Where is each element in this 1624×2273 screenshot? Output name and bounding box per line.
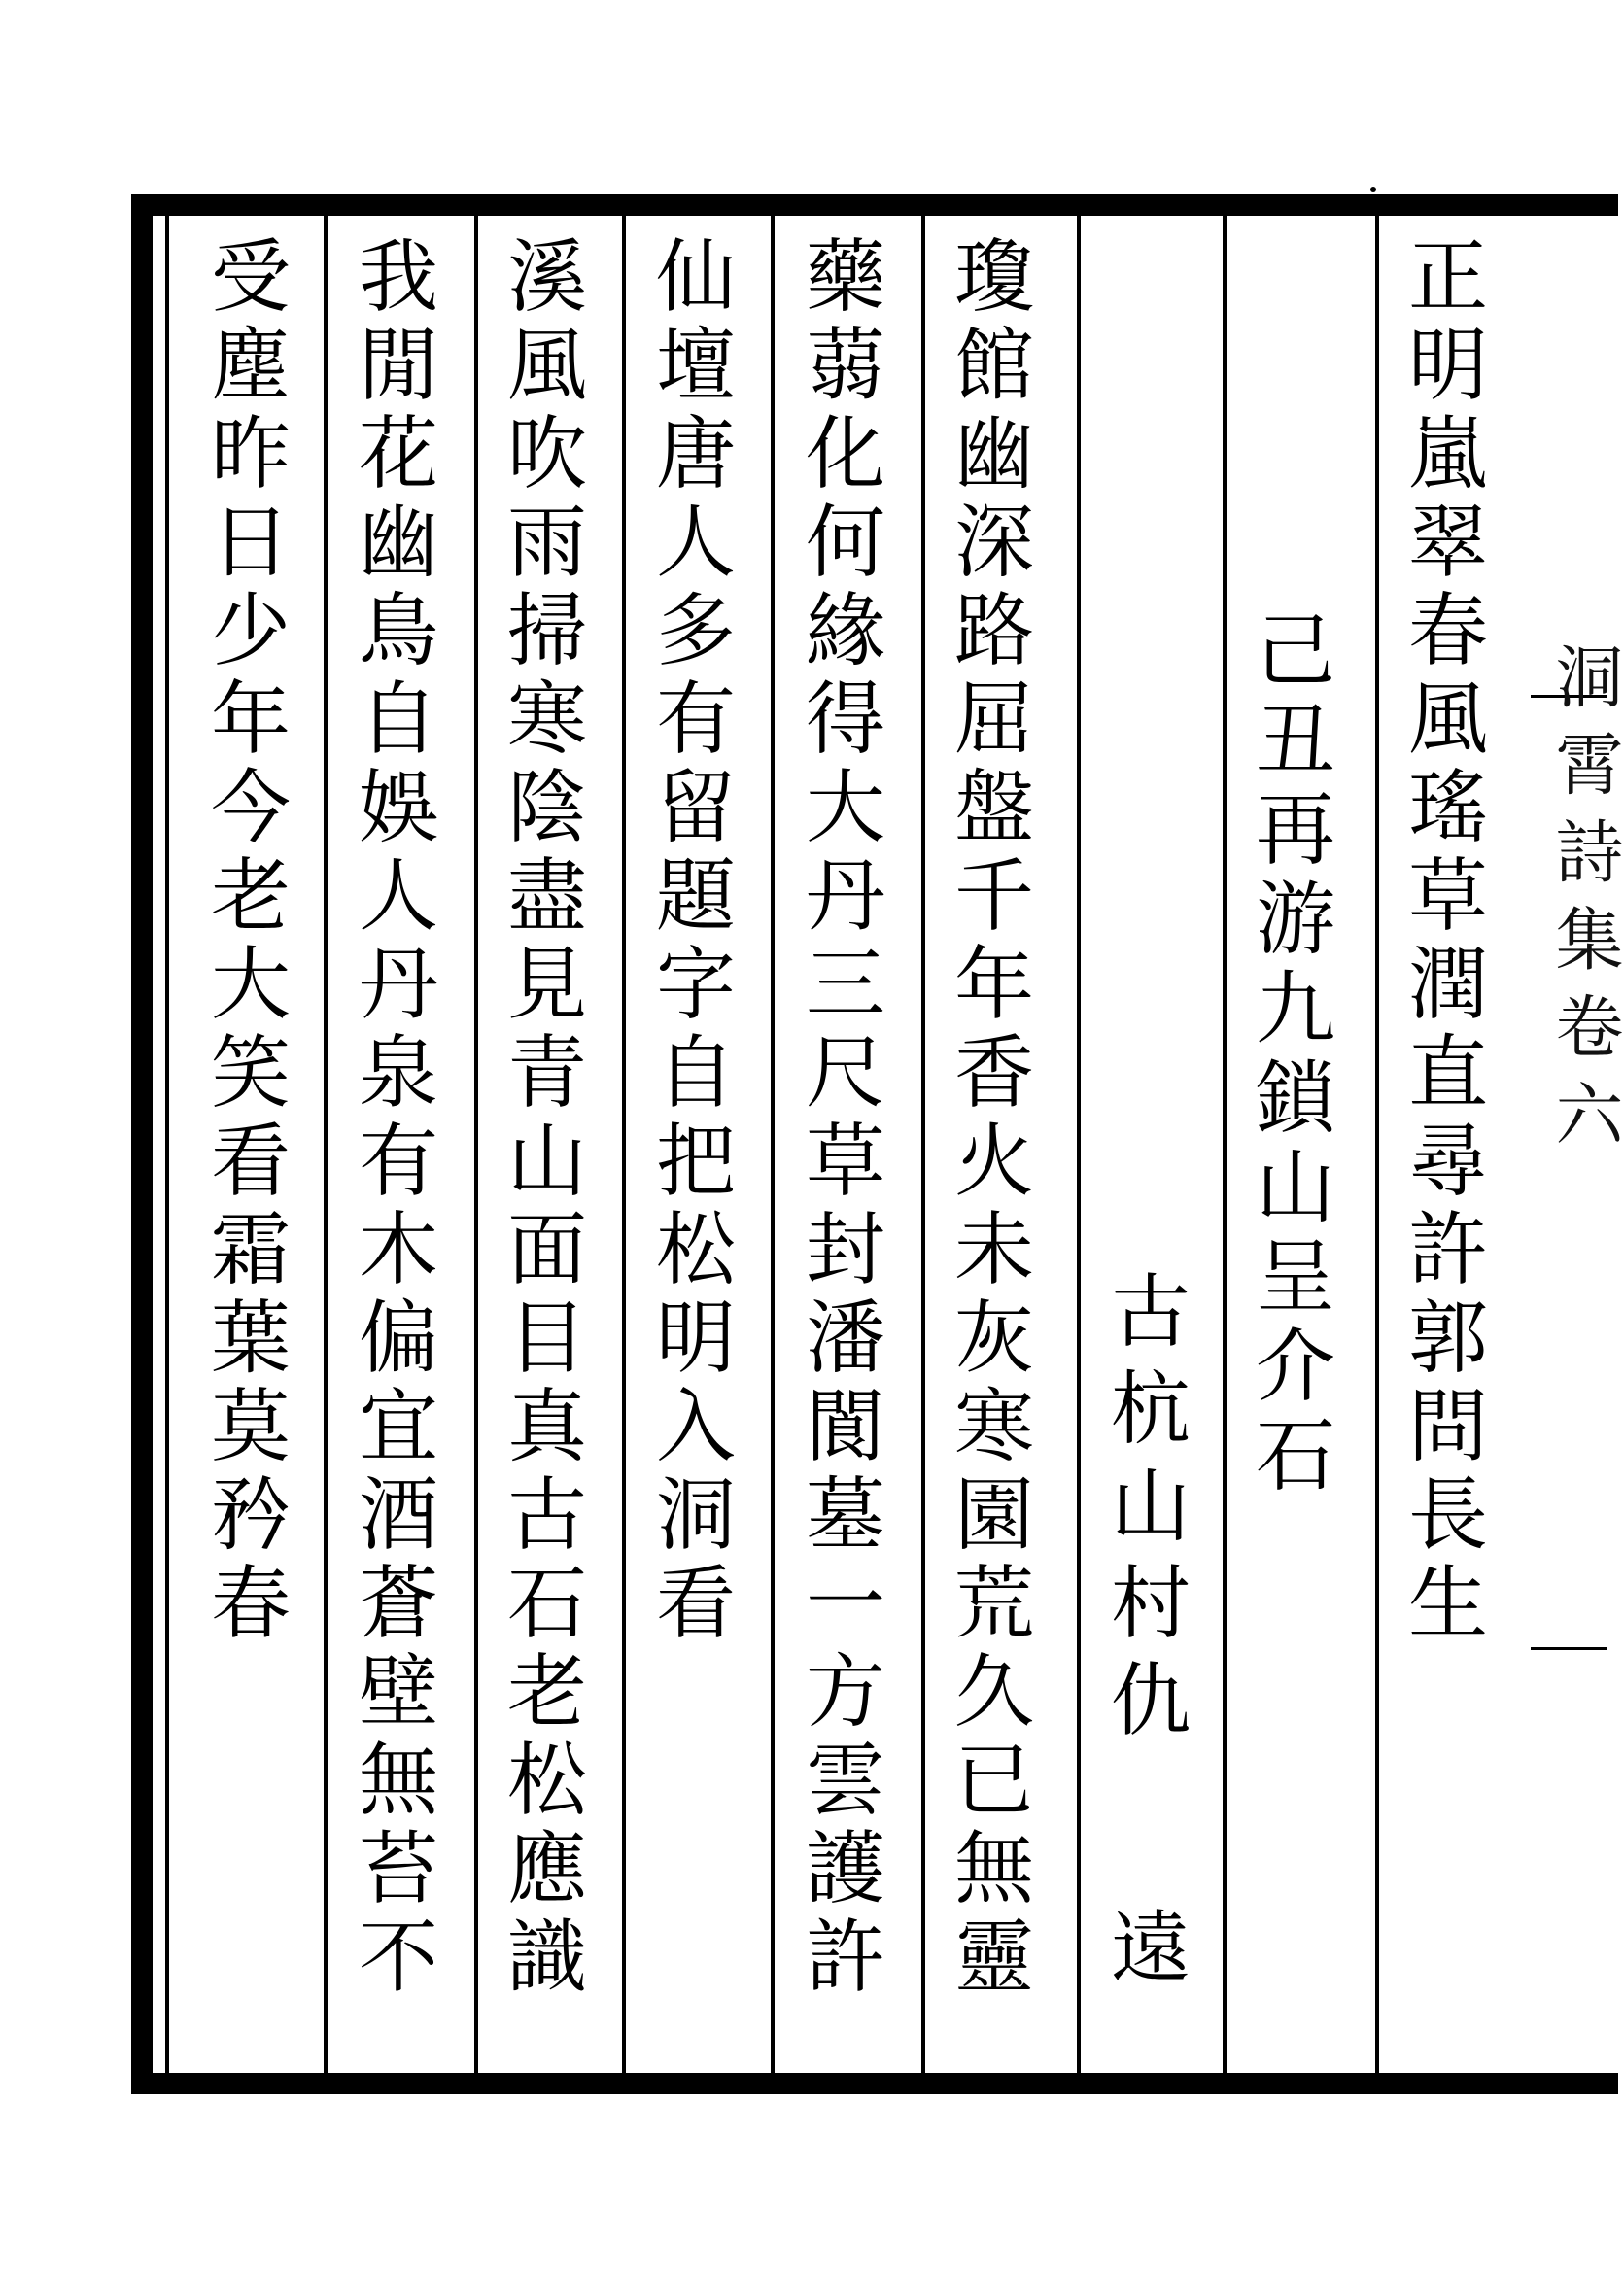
glyph: 把 — [655, 1116, 736, 1208]
glyph: 草 — [1407, 850, 1488, 943]
poem-line — [936, 231, 1053, 2007]
glyph: 幽 — [953, 408, 1034, 500]
glyph: 葉 — [210, 1292, 291, 1385]
glyph: 掃 — [506, 585, 587, 677]
glyph: 一 — [805, 1558, 885, 1650]
ink-speck — [1370, 187, 1376, 192]
glyph: 偏 — [358, 1292, 438, 1385]
poem-author — [1092, 1266, 1209, 2007]
glyph: 洞 — [655, 1469, 736, 1562]
glyph: 多 — [655, 585, 736, 677]
glyph: 木 — [358, 1204, 438, 1296]
glyph: 山 — [1110, 1461, 1191, 1553]
glyph: 潤 — [1407, 939, 1488, 1031]
glyph: 古 — [506, 1469, 587, 1562]
glyph: 幽 — [358, 497, 438, 589]
glyph: 生 — [1407, 1558, 1488, 1650]
glyph: 大 — [805, 762, 885, 854]
glyph: 題 — [655, 850, 736, 943]
glyph: 何 — [805, 497, 885, 589]
glyph: 山 — [506, 1116, 587, 1208]
glyph: 深 — [953, 497, 1034, 589]
glyph: 火 — [953, 1116, 1034, 1208]
glyph: 矜 — [210, 1469, 291, 1562]
glyph: 三 — [805, 939, 885, 1031]
glyph: 莫 — [210, 1381, 291, 1473]
glyph: 呈 — [1255, 1231, 1335, 1324]
glyph: 風 — [506, 320, 587, 412]
glyph: 遠 — [1110, 1903, 1191, 1995]
glyph: 人 — [655, 497, 736, 589]
glyph: 千 — [953, 850, 1034, 943]
glyph: 許 — [1407, 1204, 1488, 1296]
fold-label: 洞霄詩集卷六 — [1544, 641, 1624, 1166]
glyph: 留 — [655, 762, 736, 854]
glyph: 藥 — [805, 231, 885, 324]
ink-speck — [554, 206, 560, 212]
glyph: 盡 — [506, 850, 587, 943]
glyph: 靈 — [953, 1911, 1034, 2004]
poem-title — [1237, 605, 1354, 1506]
glyph: 游 — [1255, 874, 1335, 966]
glyph: 有 — [358, 1116, 438, 1208]
glyph: 老 — [506, 1646, 587, 1739]
glyph: 長 — [1407, 1469, 1488, 1562]
glyph: 無 — [953, 1823, 1034, 1915]
poem-line — [340, 231, 457, 2007]
glyph: 墓 — [805, 1469, 885, 1562]
fold-edge — [1531, 603, 1624, 1681]
glyph: 應 — [506, 1823, 587, 1915]
glyph: 不 — [358, 1911, 438, 2004]
glyph: 寒 — [506, 673, 587, 766]
column-rule — [1223, 216, 1227, 2073]
glyph: 瓊 — [953, 231, 1034, 324]
glyph: 路 — [953, 585, 1034, 677]
glyph: 唐 — [655, 408, 736, 500]
glyph: 自 — [358, 673, 438, 766]
poem-line-1 — [1390, 231, 1506, 1653]
poem-line — [638, 231, 754, 1653]
glyph: 直 — [1407, 1027, 1488, 1119]
glyph: 九 — [1255, 963, 1335, 1055]
glyph: 得 — [805, 673, 885, 766]
glyph: 尺 — [805, 1027, 885, 1119]
glyph: 苔 — [358, 1823, 438, 1915]
glyph: 潘 — [805, 1292, 885, 1385]
glyph: 尋 — [1407, 1116, 1488, 1208]
glyph: 風 — [1407, 673, 1488, 766]
glyph: 我 — [358, 231, 438, 324]
glyph: 人 — [358, 850, 438, 943]
frame-inner-rule — [165, 216, 169, 2073]
glyph: 日 — [210, 497, 291, 589]
poem-line — [192, 231, 309, 1653]
glyph: 年 — [210, 673, 291, 766]
glyph: 見 — [506, 939, 587, 1031]
glyph: 許 — [805, 1911, 885, 2004]
glyph: 面 — [506, 1204, 587, 1296]
glyph: 已 — [953, 1735, 1034, 1827]
glyph: 正 — [1407, 231, 1488, 324]
glyph: 識 — [506, 1911, 587, 2004]
glyph: 老 — [210, 850, 291, 943]
glyph: 酒 — [358, 1469, 438, 1562]
glyph: 閬 — [805, 1381, 885, 1473]
glyph: 真 — [506, 1381, 587, 1473]
glyph: 明 — [655, 1292, 736, 1385]
glyph: 翠 — [1407, 497, 1488, 589]
glyph: 花 — [358, 408, 438, 500]
glyph: 蒻 — [805, 320, 885, 412]
glyph: 石 — [1255, 1410, 1335, 1502]
glyph: 館 — [953, 320, 1034, 412]
glyph: 仇 — [1110, 1655, 1191, 1747]
column-rule — [622, 216, 626, 2073]
glyph: 丹 — [358, 939, 438, 1031]
glyph: 古 — [1110, 1266, 1191, 1359]
glyph: 方 — [805, 1646, 885, 1739]
glyph: 杭 — [1110, 1363, 1191, 1456]
glyph: 泉 — [358, 1027, 438, 1119]
glyph: 未 — [953, 1204, 1034, 1296]
glyph: 石 — [506, 1558, 587, 1650]
glyph: 看 — [210, 1116, 291, 1208]
glyph: 護 — [805, 1823, 885, 1915]
glyph: 看 — [655, 1558, 736, 1650]
glyph: 園 — [953, 1469, 1034, 1562]
glyph: 介 — [1255, 1321, 1335, 1413]
glyph: 化 — [805, 408, 885, 500]
glyph: 自 — [655, 1027, 736, 1119]
glyph: 封 — [805, 1204, 885, 1296]
glyph: 草 — [805, 1116, 885, 1208]
column-rule — [1077, 216, 1081, 2073]
column-rule — [771, 216, 775, 2073]
glyph: 蒼 — [358, 1558, 438, 1650]
glyph: 荒 — [953, 1558, 1034, 1650]
glyph: 娛 — [358, 762, 438, 854]
column-rule — [1375, 216, 1379, 2073]
column-rule — [324, 216, 328, 2073]
glyph: 壇 — [655, 320, 736, 412]
glyph: 屈 — [953, 673, 1034, 766]
glyph: 宜 — [358, 1381, 438, 1473]
glyph: 陰 — [506, 762, 587, 854]
glyph: 寒 — [953, 1381, 1034, 1473]
glyph: 笑 — [210, 1027, 291, 1119]
glyph: 再 — [1255, 784, 1335, 877]
fold-tick — [1531, 1647, 1607, 1650]
glyph: 問 — [1407, 1381, 1488, 1473]
glyph: 昨 — [210, 408, 291, 500]
glyph: 閒 — [358, 320, 438, 412]
glyph: 嵐 — [1407, 408, 1488, 500]
glyph: 霜 — [210, 1204, 291, 1296]
glyph: 灰 — [953, 1292, 1034, 1385]
glyph: 松 — [655, 1204, 736, 1296]
glyph: 溪 — [506, 231, 587, 324]
glyph: 丹 — [805, 850, 885, 943]
glyph: 今 — [210, 762, 291, 854]
column-rule — [921, 216, 925, 2073]
column-rule — [474, 216, 478, 2073]
glyph: 山 — [1255, 1142, 1335, 1234]
poem-line — [489, 231, 605, 2007]
glyph: 目 — [506, 1292, 587, 1385]
poem-line — [787, 231, 904, 2007]
glyph: 大 — [210, 939, 291, 1031]
glyph: 有 — [655, 673, 736, 766]
glyph: 村 — [1110, 1558, 1191, 1650]
glyph: 瑤 — [1407, 762, 1488, 854]
glyph: 無 — [358, 1735, 438, 1827]
glyph: 壁 — [358, 1646, 438, 1739]
glyph: 受 — [210, 231, 291, 324]
glyph: 春 — [210, 1558, 291, 1650]
glyph: 塵 — [210, 320, 291, 412]
glyph: 緣 — [805, 585, 885, 677]
glyph: 青 — [506, 1027, 587, 1119]
glyph: 仙 — [655, 231, 736, 324]
glyph: 久 — [953, 1646, 1034, 1739]
glyph: 吹 — [506, 408, 587, 500]
glyph: 己 — [1255, 605, 1335, 698]
glyph: 少 — [210, 585, 291, 677]
glyph: 鎖 — [1255, 1052, 1335, 1145]
glyph: 雨 — [506, 497, 587, 589]
glyph: 年 — [953, 939, 1034, 1031]
glyph: 丑 — [1255, 695, 1335, 787]
glyph: 入 — [655, 1381, 736, 1473]
glyph: 松 — [506, 1735, 587, 1827]
glyph: 春 — [1407, 585, 1488, 677]
glyph: 雲 — [805, 1735, 885, 1827]
glyph: 香 — [953, 1027, 1034, 1119]
glyph: 郭 — [1407, 1292, 1488, 1385]
glyph: 字 — [655, 939, 736, 1031]
glyph: 明 — [1407, 320, 1488, 412]
glyph: 鳥 — [358, 585, 438, 677]
glyph: 盤 — [953, 762, 1034, 854]
